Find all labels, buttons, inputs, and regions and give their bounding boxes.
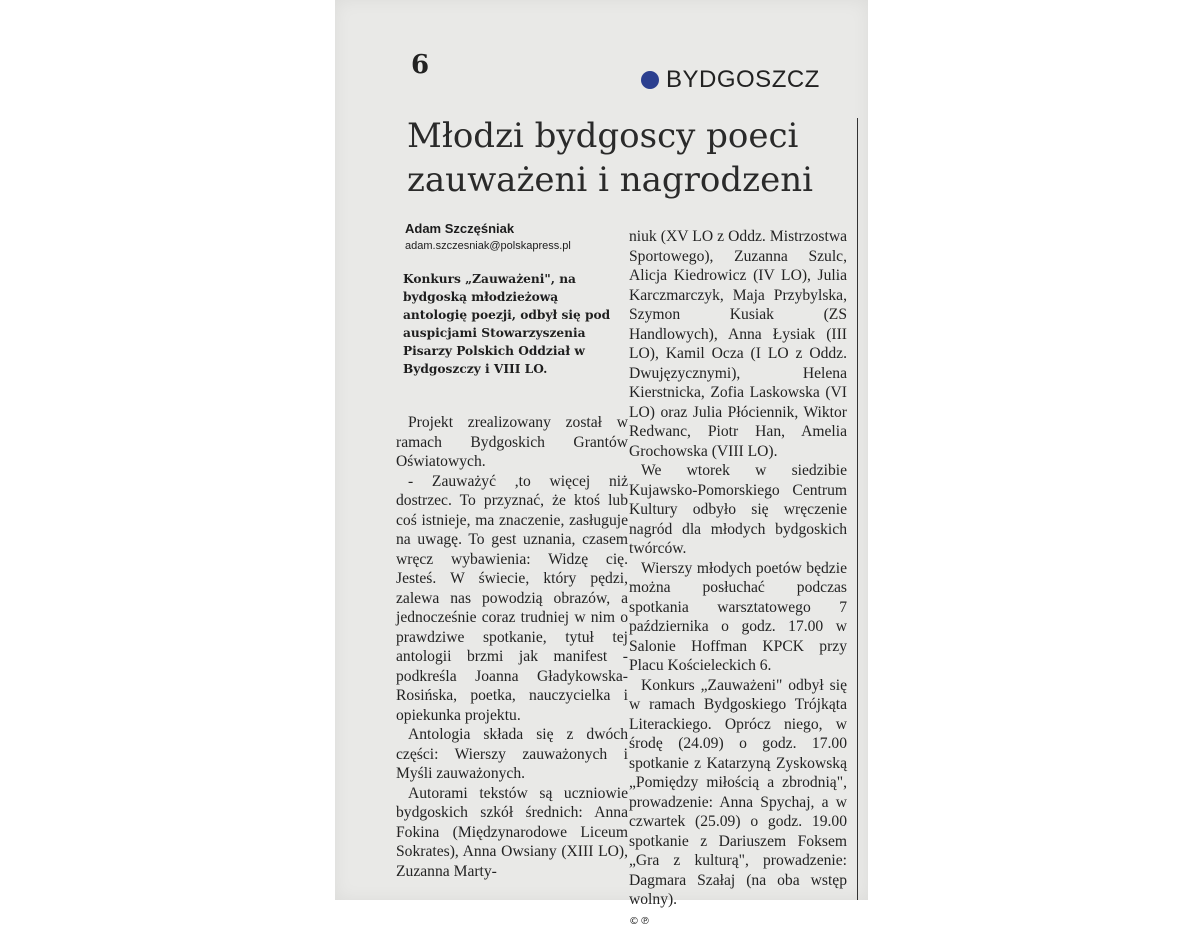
paragraph-continuation: niuk (XV LO z Oddz. Mistrzostwa Sportowego), Zuzanna Szulc, Alicja Kiedrowicz (IV LO), Julia Karczmarczyk, Maja Przybylska, Szymon Kusiak (ZS Handlowych), Anna Łysiak (III LO), Kamil Ocza (I LO z Oddz. Dwujęzycznymi), Helena Kierstnicka, Zofia Laskowska (VI LO) oraz Julia Płóciennik, Wiktor Redwanc, Piotr Han, Amelia Grochowska (VIII LO). xyxy=(629,227,847,461)
section-name: BYDGOSZCZ xyxy=(666,66,820,94)
author-email: adam.szczesniak@polskapress.pl xyxy=(405,238,605,254)
copyright-mark: ©℗ xyxy=(629,912,651,931)
article-column-left xyxy=(396,413,628,881)
paragraph: Wierszy młodych poetów będzie można posłuchać podczas spotkania warsztatowego 7 października o godz. 17.00 w Salonie Hoffman KPCK przy Placu Kościeleckich 6. xyxy=(629,559,847,676)
column-divider xyxy=(857,118,858,900)
paragraph: We wtorek w siedzibie Kujawsko-Pomorskiego Centrum Kultury odbyło się wręczenie nagród dla młodych bydgoskich twórców. xyxy=(629,461,847,559)
article-column-right xyxy=(629,227,847,931)
paragraph: Projekt zrealizowany został w ramach Bydgoskich Grantów Oświatowych. xyxy=(396,413,628,472)
page-number: 6 xyxy=(411,50,429,80)
author-name: Adam Szczęśniak xyxy=(405,220,605,238)
section-header xyxy=(641,66,820,94)
article-headline: Młodzi bydgoscy poeci zauważeni i nagrodzeni xyxy=(407,114,847,202)
article-lead: Konkurs „Zauważeni", na bydgoską młodzieżową antologię poezji, odbył się pod auspicjami Stowarzyszenia Pisarzy Polskich Oddział w Bydgoszczy i VIII LO. xyxy=(403,270,623,378)
paragraph: Konkurs „Zauważeni" odbył się w ramach Bydgoskiego Trójkąta Literackiego. Oprócz niego, w środę (24.09) o godz. 17.00 spotkanie z Katarzyną Zyskowską „Pomiędzy miłością a zbrodnią", prowadzenie: Anna Spychaj, a w czwartek (25.09) o godz. 19.00 spotkanie z Dariuszem Foksem „Gra z kulturą", prowadzenie: Dagmara Szałaj (na oba wstęp wolny). xyxy=(629,676,847,910)
byline xyxy=(405,220,605,254)
paragraph: Autorami tekstów są uczniowie bydgoskich szkół średnich: Anna Fokina (Międzynarodowe Liceum Sokrates), Anna Owsiany (XIII LO), Zuzanna Marty- xyxy=(396,784,628,882)
section-dot-icon xyxy=(641,71,659,89)
paragraph: Antologia składa się z dwóch części: Wierszy zauważonych i Myśli zauważonych. xyxy=(396,725,628,784)
newspaper-page xyxy=(335,0,868,900)
paragraph: - Zauważyć ,to więcej niż dostrzec. To przyznać, że ktoś lub coś istnieje, ma znaczenie, zasługuje na uwagę. To gest uznania, czasem wręcz wybawienia: Widzę cię. Jesteś. W świecie, który pędzi, zalewa nas powodzią obrazów, a jednocześnie coraz trudniej w nim o prawdziwe spotkanie, tytuł tej antologii brzmi jak manifest - podkreśla Joanna Gładykowska-Rosińska, poetka, nauczycielka i opiekunka projektu. xyxy=(396,472,628,726)
